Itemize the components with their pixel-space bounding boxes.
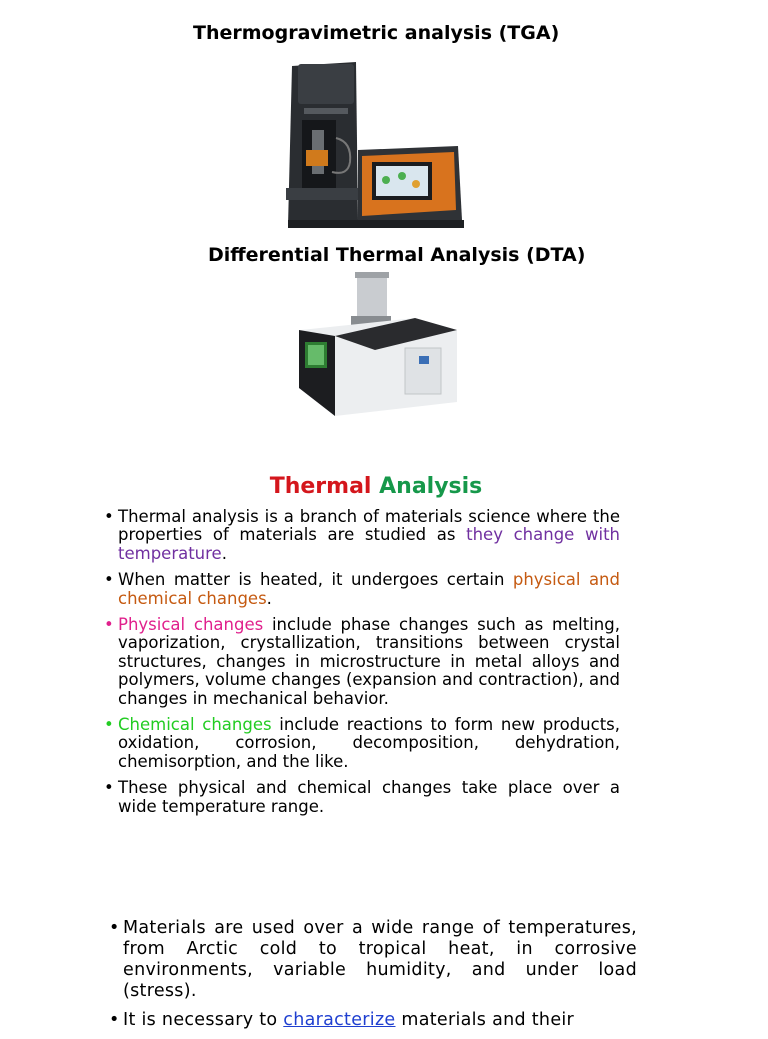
bullet-text: Thermal analysis is a branch of materials science where the properties of materials are studied as (118, 507, 620, 545)
dta-instrument-image (295, 270, 461, 418)
bullet-text: . (221, 543, 227, 563)
list-item (104, 571, 620, 608)
bullet-text: include reactions to form new products, oxidation, corrosion, decomposition, dehydration, chemisorption, and the like. (118, 715, 621, 771)
highlight-text: Physical changes (118, 615, 264, 635)
bullet-text: It is necessary to (123, 1010, 284, 1030)
dta-heading: Differential Thermal Analysis (DTA) (208, 244, 586, 266)
list-item (109, 1010, 637, 1031)
highlight-text: Chemical changes (118, 715, 272, 735)
list-item (104, 779, 620, 816)
bullet-text: include phase changes such as melting, vaporization, crystallization, transitions between crystal structures, changes in microstructure in metal alloys and polymers, volume changes (expansion and contraction), and changes in mechanical behavior. (118, 615, 620, 708)
bullet-text: Materials are used over a wide range of temperatures, from Arctic cold to tropical heat, in corrosive environments, variable humidity, and under load (stress). (123, 918, 637, 1001)
highlight-text: characterize (283, 1010, 396, 1030)
bullet-marker: • (109, 918, 120, 938)
bullet-text: When matter is heated, it undergoes certain (118, 570, 513, 590)
materials-bullets (109, 918, 637, 1039)
bullet-marker: • (109, 1010, 120, 1030)
slide-title (0, 474, 768, 499)
tga-instrument-image (262, 60, 468, 232)
bullet-text: materials and their (395, 1010, 575, 1030)
list-item (104, 508, 620, 563)
list-item (104, 616, 620, 708)
thermal-analysis-bullets (104, 508, 620, 824)
bullet-marker: • (104, 615, 114, 635)
highlight-text: physical and chemical changes (118, 570, 620, 608)
list-item (109, 918, 637, 1002)
bullet-marker: • (104, 507, 114, 526)
slide-title-thermal: Thermal (269, 474, 372, 499)
tga-heading: Thermogravimetric analysis (TGA) (193, 22, 560, 44)
bullet-marker: • (104, 778, 114, 798)
bullet-text: These physical and chemical changes take place over a wide temperature range. (118, 778, 620, 816)
list-item (104, 716, 620, 771)
slide-title-analysis: Analysis (379, 474, 483, 499)
bullet-text: . (266, 588, 272, 608)
highlight-text: they change with temperature (118, 525, 620, 563)
bullet-marker: • (104, 715, 114, 735)
bullet-marker: • (104, 570, 114, 590)
